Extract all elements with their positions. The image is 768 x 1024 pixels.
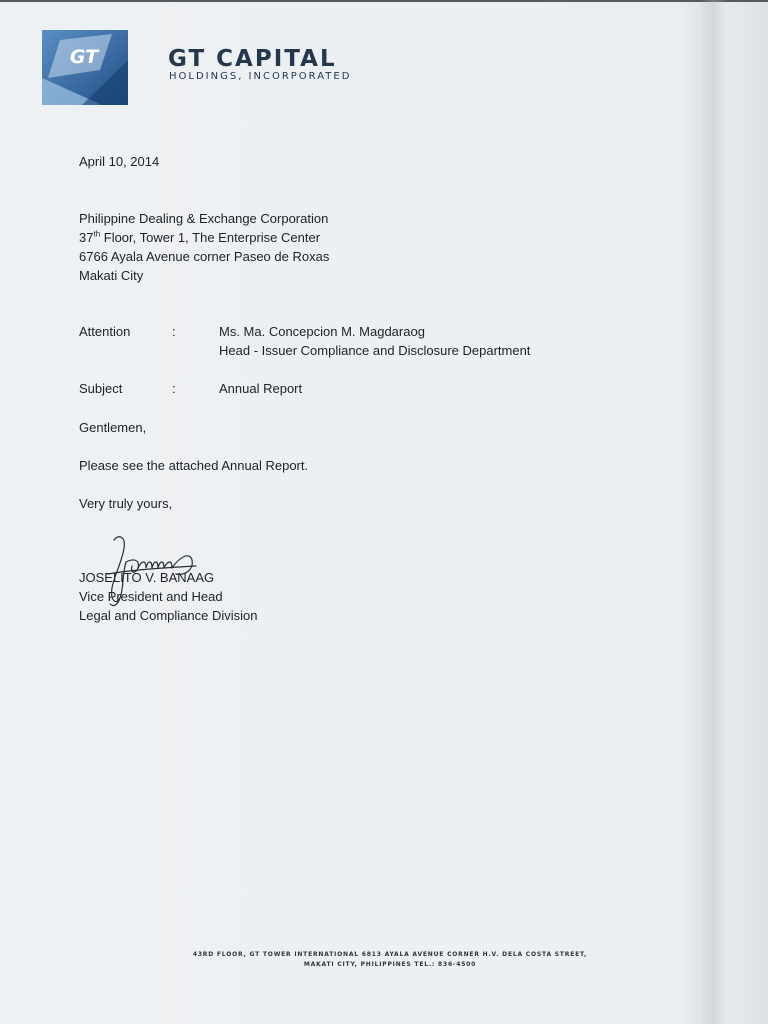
company-name: GT CAPITAL — [168, 46, 337, 72]
salutation: Gentlemen, — [79, 420, 147, 435]
attention-name: Ms. Ma. Concepcion M. Magdaraog — [219, 324, 425, 339]
attention-title: Head - Issuer Compliance and Disclosure Department — [219, 343, 531, 358]
closing: Very truly yours, — [79, 496, 173, 511]
attention-label: Attention — [79, 324, 131, 339]
paper-fold-shadow — [700, 0, 728, 1024]
addressee-city: Makati City — [79, 268, 144, 283]
floor-rest: Floor, Tower 1, The Enterprise Center — [100, 230, 321, 245]
attention-colon: : — [172, 324, 176, 339]
letter-body: Please see the attached Annual Report. — [79, 458, 309, 473]
subject-label: Subject — [79, 381, 123, 396]
company-subtitle: HOLDINGS, INCORPORATED — [169, 71, 352, 82]
handwritten-signature — [100, 530, 210, 610]
svg-text:GT: GT — [69, 46, 99, 68]
letter-date: April 10, 2014 — [79, 154, 160, 169]
subject-colon: : — [172, 381, 176, 396]
gt-capital-logo — [42, 30, 128, 105]
signatory-position: Vice President and Head — [79, 589, 223, 604]
floor-number: 37 — [79, 230, 94, 245]
addressee-street: 6766 Ayala Avenue corner Paseo de Roxas — [79, 249, 330, 264]
signatory-division: Legal and Compliance Division — [79, 608, 258, 623]
addressee-floor — [79, 228, 329, 247]
top-edge-line — [0, 0, 768, 2]
floor-ordinal: th — [93, 229, 101, 239]
footer-address-line1: 43RD FLOOR, GT TOWER INTERNATIONAL 6813 AYALA AVENUE CORNER H.V. DELA COSTA STREET, — [192, 951, 588, 958]
signatory-name: JOSELITO V. BANAAG — [79, 570, 215, 585]
addressee-block — [79, 209, 329, 285]
footer-address-line2: MAKATI CITY, PHILIPPINES TEL.: 836-4500 — [303, 961, 477, 968]
subject-value: Annual Report — [219, 381, 303, 396]
addressee-organization: Philippine Dealing & Exchange Corporation — [79, 211, 329, 226]
letterhead-footer — [120, 950, 660, 970]
